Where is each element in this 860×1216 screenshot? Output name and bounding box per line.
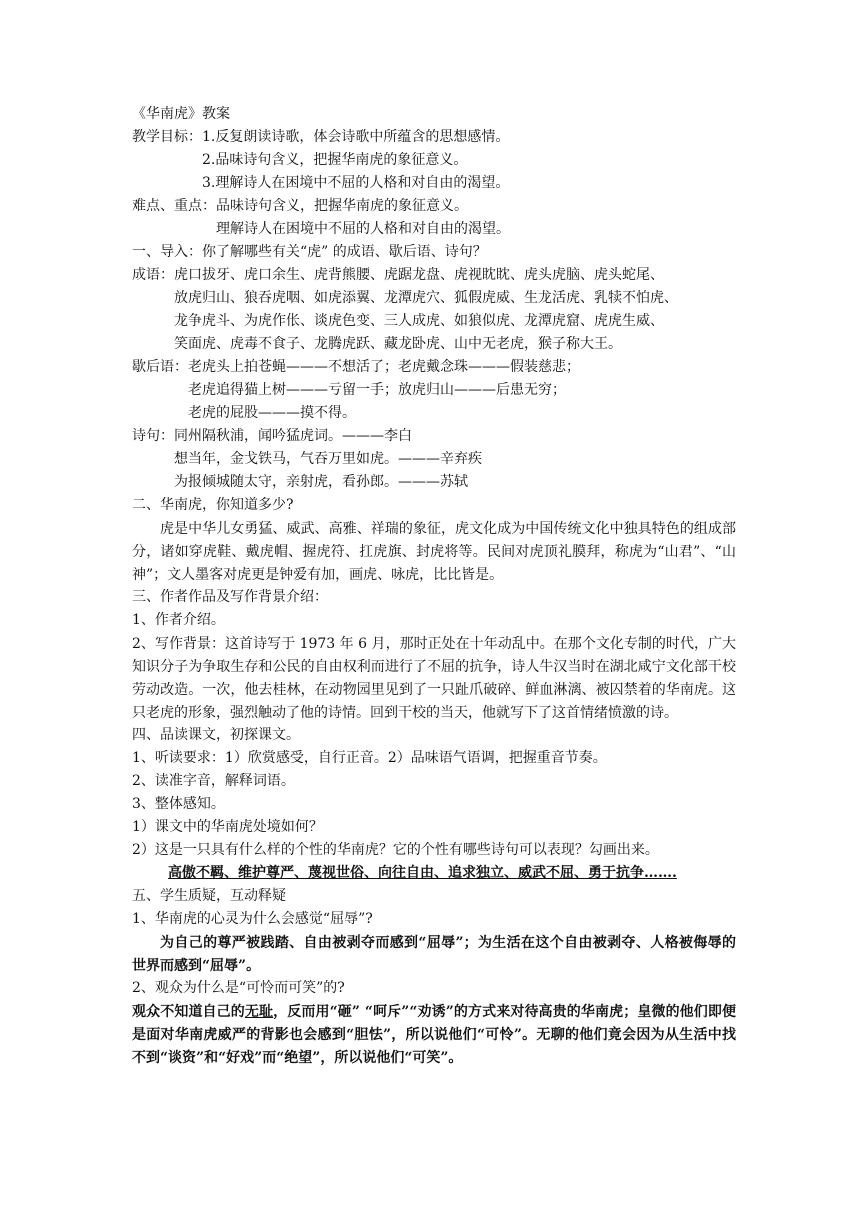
idiom-line-3: 龙争虎斗、为虎作伥、谈虎色变、三人成虎、如狼似虎、龙潭虎窟、虎虎生威、 xyxy=(174,313,664,329)
section-4-question-2: 2）这是一只具有什么样的个性的华南虎？它的个性有哪些诗句可以表现？勾画出来。 xyxy=(132,842,659,858)
idiom-line-1: 虎口拔牙、虎口余生、虎背熊腰、虎踞龙盘、虎视眈眈、虎头虎脑、虎头蛇尾、 xyxy=(174,267,664,283)
section-5-answer-1: 为自己的尊严被践踏、自由被剥夺而感到“屈辱”；为生活在这个自由被剥夺、人格被侮辱的世界而感到“屈辱”。 xyxy=(132,935,736,974)
poem-line-3: 为报倾城随太守，亲射虎，看孙郎。———苏轼 xyxy=(174,474,468,490)
poem-line-2: 想当年，金戈铁马，气吞万里如虎。———辛弃疾 xyxy=(174,451,482,467)
goals-label: 教学目标： xyxy=(132,129,202,145)
doc-title: 《华南虎》教案 xyxy=(132,106,230,122)
xiehouyu-line-1: 老虎头上拍苍蝇———不想活了；老虎戴念珠———假装慈悲； xyxy=(188,359,580,375)
idiom-label: 成语： xyxy=(132,267,174,283)
key-point-2: 理解诗人在困境中不屈的人格和对自由的渴望。 xyxy=(216,221,510,237)
section-3-item-1: 1、作者介绍。 xyxy=(132,612,225,628)
section-5-answer-2 xyxy=(132,1001,736,1070)
answer-2-underlined: 无耻 xyxy=(244,1004,274,1020)
xiehouyu-line-3: 老虎的屁股———摸不得。 xyxy=(188,405,356,421)
section-3-heading: 三、作者作品及写作背景介绍： xyxy=(132,589,328,605)
key-label: 难点、重点： xyxy=(132,198,216,214)
poem-line-1: 同州隔秋浦，闻吟猛虎词。———李白 xyxy=(174,428,412,444)
xiehouyu-label: 歇后语： xyxy=(132,359,188,375)
section-4-heading: 四、品读课文，初探课文。 xyxy=(132,727,300,743)
goal-2: 2.品味诗句含义，把握华南虎的象征意义。 xyxy=(202,152,468,168)
section-5-heading: 五、学生质疑，互动释疑 xyxy=(132,888,286,904)
goal-3: 3.理解诗人在困境中不屈的人格和对自由的渴望。 xyxy=(202,175,510,191)
section-5-question-1: 1、华南虎的心灵为什么会感觉“屈辱”? xyxy=(132,911,373,927)
section-4-item-3: 3、整体感知。 xyxy=(132,796,225,812)
xiehouyu-line-2: 老虎追得猫上树———亏留一手；放虎归山———后患无穷； xyxy=(188,382,566,398)
section-2-body: 虎是中华儿女勇猛、威武、高雅、祥瑞的象征，虎文化成为中国传统文化中独具特色的组成部分，诸如穿虎鞋、戴虎帽、握虎符、扛虎旗、封虎将等。民间对虎顶礼膜拜，称虎为“山君”、“山神”；文人墨客对虎更是钟爱有加，画虎、咏虎，比比皆是。 xyxy=(132,521,736,583)
idiom-line-4: 笑面虎、虎毒不食子、龙腾虎跃、藏龙卧虎、山中无老虎，猴子称大王。 xyxy=(174,336,622,352)
section-5-question-2: 2、观众为什么是“可怜而可笑”的? xyxy=(132,980,345,996)
section-3-item-2: 2、写作背景：这首诗写于 1973 年 6 月，那时正处在十年动乱中。在那个文化专制的时代，广大知识分子为争取生存和公民的自由权利而进行了不屈的抗争，诗人牛汉当时在湖北咸宁文化部干校劳动改造。一次，他去桂林，在动物园里见到了一只趾爪破碎、鲜血淋漓、被囚禁着的华南虎。这只老虎的形象，强烈触动了他的诗情。回到干校的当天，他就写下了这首情绪愤激的诗。 xyxy=(132,636,736,721)
goal-1: 1.反复朗读诗歌，体会诗歌中所蕴含的思想感情。 xyxy=(202,129,510,145)
section-4-answer: 高傲不羁、维护尊严、蔑视世俗、向往自由、追求独立、威武不屈、勇于抗争……. xyxy=(168,865,677,881)
poem-label: 诗句： xyxy=(132,428,174,444)
section-4-item-1: 1、听读要求：1）欣赏感受，自行正音。2）品味语气语调，把握重音节奏。 xyxy=(132,750,607,766)
section-1-heading: 一、导入：你了解哪些有关“虎” 的成语、歇后语、诗句？ xyxy=(132,244,487,260)
section-4-item-2: 2、读准字音，解释词语。 xyxy=(132,773,295,789)
section-4-question-1: 1）课文中的华南虎处境如何？ xyxy=(132,819,323,835)
idiom-line-2: 放虎归山、狼吞虎咽、如虎添翼、龙潭虎穴、狐假虎威、生龙活虎、乳犊不怕虎、 xyxy=(174,290,678,306)
section-2-heading: 二、华南虎，你知道多少? xyxy=(132,497,294,513)
answer-2-rest: ，反而用“砸” “呵斥”“劝诱”的方式来对待高贵的华南虎；皇微的他们即便是面对华南虎威严的背影也会感到“胆怯”，所以说他们“可怜”。无聊的他们竟会因为从生活中找不到“谈资”和“好戏”而“绝望”，所以说他们“可笑”。 xyxy=(132,1004,737,1066)
key-point-1: 品味诗句含义，把握华南虎的象征意义。 xyxy=(216,198,468,214)
answer-2-prefix: 观众不知道自己的 xyxy=(132,1004,245,1020)
